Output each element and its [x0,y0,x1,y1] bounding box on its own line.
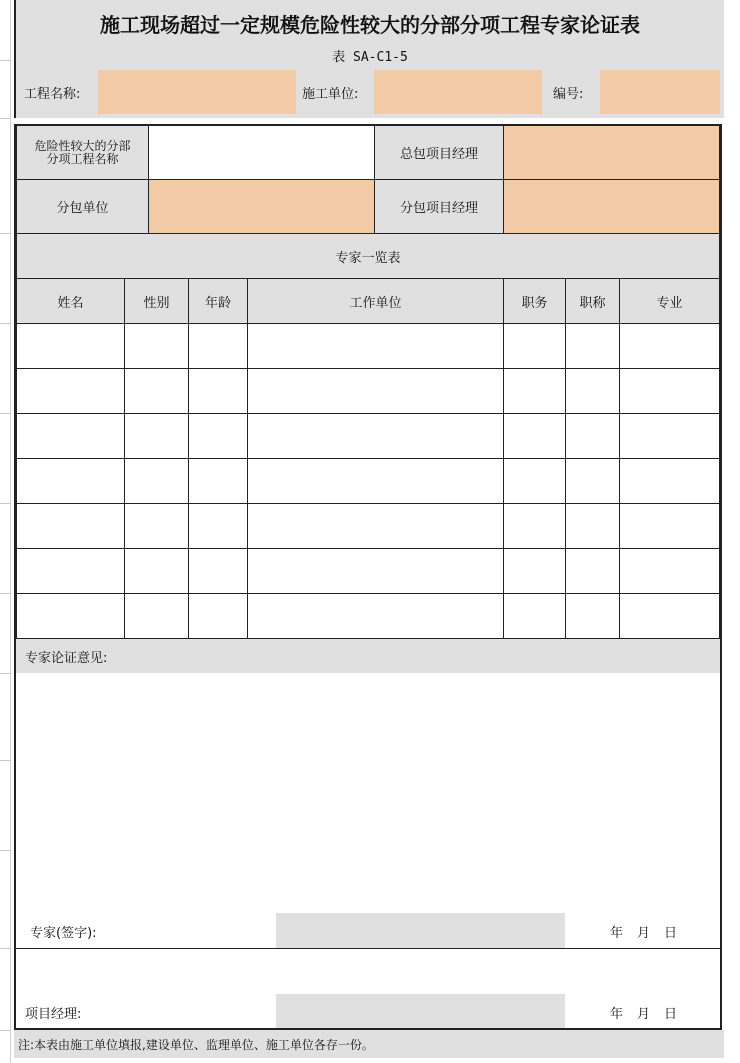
month-label: 月 [637,1006,651,1022]
cell-work-unit[interactable] [247,323,504,369]
col-header-gender: 性别 [124,278,189,324]
cell-gender[interactable] [124,548,189,594]
cell-name[interactable] [16,458,125,504]
col-header-specialty: 专业 [619,278,720,324]
expert-sign-date [610,918,690,944]
number-label: 编号: [553,86,584,102]
cell-gender[interactable] [124,458,189,504]
cell-gender[interactable] [124,593,189,639]
col-header-position: 职务 [503,278,566,324]
cell-work-unit[interactable] [247,368,504,414]
sheet-gutter [0,0,11,1063]
subcontract-pm-label: 分包项目经理 [374,179,504,234]
cell-specialty[interactable] [619,458,720,504]
cell-specialty[interactable] [619,368,720,414]
cell-title[interactable] [565,413,620,459]
project-name-field[interactable] [98,70,296,114]
signature-divider [16,948,720,949]
expert-list-title: 专家一览表 [16,233,720,279]
form-title: 施工现场超过一定规模危险性较大的分部分项工程专家论证表 [100,12,640,37]
month-label: 月 [637,925,651,941]
expert-signature-label: 专家(签字): [30,925,97,941]
table-row [16,503,720,549]
cell-work-unit[interactable] [247,548,504,594]
project-manager-label: 项目经理: [25,1006,82,1022]
cell-gender[interactable] [124,323,189,369]
project-manager-field[interactable] [276,994,565,1028]
expert-signature-field[interactable] [276,913,565,949]
cell-position[interactable] [503,368,566,414]
cell-work-unit[interactable] [247,593,504,639]
year-label: 年 [610,925,624,941]
general-pm-field[interactable] [503,125,720,180]
cell-specialty[interactable] [619,503,720,549]
col-header-name: 姓名 [16,278,125,324]
subcontract-pm-field[interactable] [503,179,720,234]
subcontract-unit-label: 分包单位 [16,179,149,234]
cell-work-unit[interactable] [247,503,504,549]
cell-age[interactable] [188,503,248,549]
expert-opinion-label: 专家论证意见: [16,639,720,673]
col-header-work-unit: 工作单位 [247,278,504,324]
cell-position[interactable] [503,503,566,549]
cell-title[interactable] [565,368,620,414]
cell-age[interactable] [188,593,248,639]
cell-title[interactable] [565,503,620,549]
cell-gender[interactable] [124,503,189,549]
cell-position[interactable] [503,548,566,594]
project-name-label: 工程名称: [24,86,81,102]
table-row [16,593,720,639]
cell-name[interactable] [16,413,125,459]
dangerous-project-label: 危险性较大的分部分项工程名称 [16,125,149,180]
footer-note: 注:本表由施工单位填报,建设单位、监理单位、施工单位各存一份。 [14,1030,724,1058]
table-row [16,368,720,414]
year-label: 年 [610,1006,624,1022]
cell-name[interactable] [16,593,125,639]
col-header-age: 年龄 [188,278,248,324]
cell-title[interactable] [565,323,620,369]
table-row [16,548,720,594]
cell-work-unit[interactable] [247,458,504,504]
expert-opinion-area[interactable] [16,673,720,913]
cell-gender[interactable] [124,368,189,414]
cell-specialty[interactable] [619,593,720,639]
cell-name[interactable] [16,368,125,414]
dangerous-project-field[interactable] [148,125,375,180]
col-header-title: 职称 [565,278,620,324]
general-pm-label: 总包项目经理 [374,125,504,180]
cell-age[interactable] [188,458,248,504]
day-label: 日 [664,1006,678,1022]
table-row [16,413,720,459]
number-field[interactable] [600,70,720,114]
subcontract-unit-field[interactable] [148,179,375,234]
cell-gender[interactable] [124,413,189,459]
cell-specialty[interactable] [619,413,720,459]
table-row [16,323,720,369]
cell-age[interactable] [188,413,248,459]
manager-sign-date [610,999,690,1025]
cell-title[interactable] [565,593,620,639]
cell-specialty[interactable] [619,323,720,369]
cell-position[interactable] [503,593,566,639]
cell-age[interactable] [188,548,248,594]
cell-age[interactable] [188,368,248,414]
cell-position[interactable] [503,323,566,369]
table-row [16,458,720,504]
form-code: 表 SA-C1-5 [332,49,408,65]
day-label: 日 [664,925,678,941]
cell-position[interactable] [503,458,566,504]
construction-unit-label: 施工单位: [302,86,359,102]
cell-name[interactable] [16,503,125,549]
construction-unit-field[interactable] [374,70,542,114]
cell-name[interactable] [16,548,125,594]
cell-age[interactable] [188,323,248,369]
cell-specialty[interactable] [619,548,720,594]
cell-work-unit[interactable] [247,413,504,459]
cell-title[interactable] [565,458,620,504]
cell-position[interactable] [503,413,566,459]
cell-title[interactable] [565,548,620,594]
cell-name[interactable] [16,323,125,369]
